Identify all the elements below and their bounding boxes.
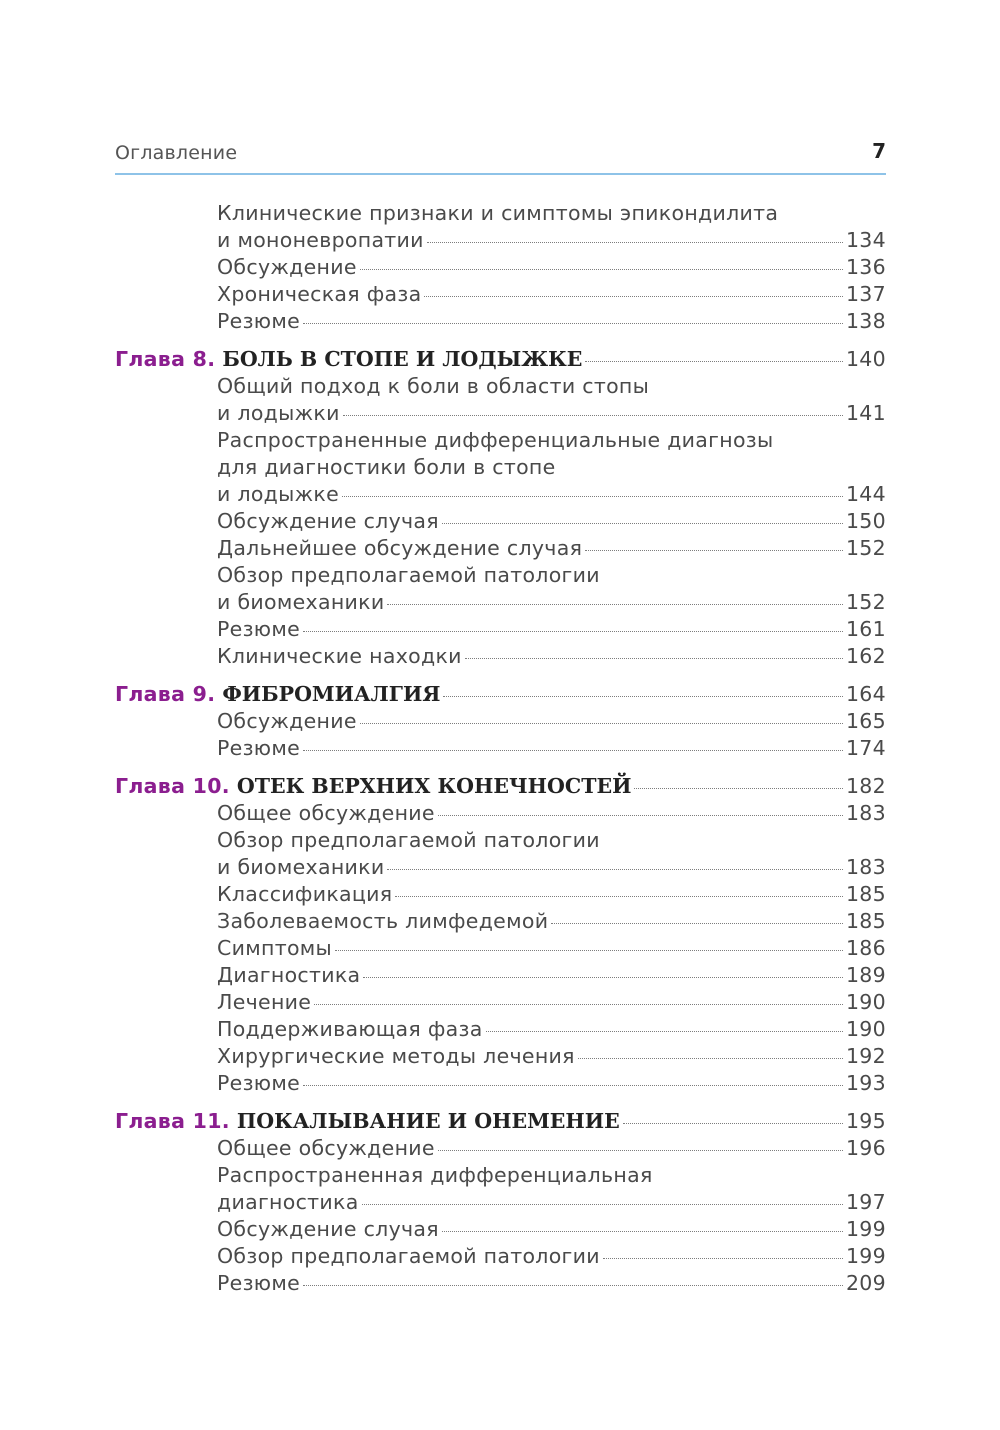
- dot-leader: [387, 602, 843, 605]
- dot-leader: [303, 321, 843, 324]
- toc-line: [115, 1016, 886, 1043]
- toc-entry[interactable]: [115, 1016, 886, 1043]
- page-number: 174: [845, 736, 886, 760]
- page-number: 134: [845, 228, 886, 252]
- page-number: 199: [845, 1244, 886, 1268]
- page-number: 162: [845, 644, 886, 668]
- toc-line: [115, 643, 886, 670]
- entry-text: Общее обсуждение: [217, 801, 435, 825]
- toc-line: [115, 227, 886, 254]
- dot-leader: [360, 267, 843, 270]
- toc-line: [115, 989, 886, 1016]
- dot-leader: [438, 813, 843, 816]
- dot-leader: [395, 894, 843, 897]
- toc-line: [115, 1070, 886, 1097]
- toc-line: [115, 800, 886, 827]
- entry-text: Клинические признаки и симптомы эпикондилита: [217, 201, 779, 225]
- toc-entry[interactable]: [115, 1162, 886, 1216]
- entry-text: Обсуждение случая: [217, 509, 439, 533]
- entry-text: Симптомы: [217, 936, 333, 960]
- entry-text: Заболеваемость лимфедемой: [217, 909, 549, 933]
- dot-leader: [443, 694, 843, 697]
- page-number: 141: [845, 401, 886, 425]
- page-number: 137: [845, 282, 886, 306]
- dot-leader: [603, 1256, 843, 1259]
- table-of-contents: [115, 200, 886, 1297]
- entry-text: Общее обсуждение: [217, 1136, 435, 1160]
- toc-line: [115, 1162, 886, 1189]
- toc-entry[interactable]: [115, 1043, 886, 1070]
- toc-entry[interactable]: [115, 643, 886, 670]
- entry-text: Обзор предполагаемой патологии: [217, 1244, 600, 1268]
- page-number: 185: [845, 882, 886, 906]
- toc-entry[interactable]: [115, 935, 886, 962]
- dot-leader: [342, 494, 843, 497]
- page-number: 161: [845, 617, 886, 641]
- entry-text: и лодыжке: [217, 482, 340, 506]
- entry-text: Резюме: [217, 1271, 301, 1295]
- dot-leader: [303, 629, 843, 632]
- chapter-label: Глава 9.: [115, 682, 216, 706]
- page-number: 196: [845, 1136, 886, 1160]
- toc-entry[interactable]: [115, 881, 886, 908]
- entry-text: и мононевропатии: [217, 228, 424, 252]
- dot-leader: [585, 548, 843, 551]
- dot-leader: [442, 521, 843, 524]
- toc-line: [115, 708, 886, 735]
- dot-leader: [442, 1229, 843, 1232]
- toc-entry[interactable]: [115, 254, 886, 281]
- dot-leader: [314, 1002, 843, 1005]
- page-number: 138: [845, 309, 886, 333]
- page-number: 140: [845, 347, 886, 371]
- toc-line: [115, 308, 886, 335]
- entry-text: Резюме: [217, 617, 301, 641]
- toc-entry[interactable]: [115, 373, 886, 427]
- page-number: 189: [845, 963, 886, 987]
- dot-leader: [362, 1202, 843, 1205]
- toc-entry[interactable]: [115, 708, 886, 735]
- toc-entry[interactable]: [115, 508, 886, 535]
- toc-line: [115, 508, 886, 535]
- dot-leader: [343, 413, 843, 416]
- toc-chapter[interactable]: [115, 773, 886, 800]
- page-number: 183: [845, 855, 886, 879]
- page-number: 195: [845, 1109, 886, 1133]
- page-number: 182: [845, 774, 886, 798]
- toc-line: [115, 535, 886, 562]
- toc-entry[interactable]: [115, 1216, 886, 1243]
- entry-text: Обсуждение: [217, 709, 357, 733]
- entry-text: Резюме: [217, 309, 301, 333]
- toc-entry[interactable]: [115, 562, 886, 616]
- page-number: 193: [845, 1071, 886, 1095]
- toc-entry[interactable]: [115, 308, 886, 335]
- entry-text: Дальнейшее обсуждение случая: [217, 536, 583, 560]
- entry-text: Обсуждение случая: [217, 1217, 439, 1241]
- dot-leader: [303, 748, 843, 751]
- toc-line: [115, 373, 886, 400]
- toc-entry[interactable]: [115, 1243, 886, 1270]
- toc-entry[interactable]: [115, 827, 886, 881]
- dot-leader: [465, 656, 843, 659]
- toc-line: [115, 908, 886, 935]
- chapter-title: ФИБРОМИАЛГИЯ: [222, 682, 441, 706]
- toc-entry[interactable]: [115, 962, 886, 989]
- entry-text: Диагностика: [217, 963, 361, 987]
- dot-leader: [303, 1283, 843, 1286]
- toc-line: [115, 962, 886, 989]
- toc-line: [115, 1243, 886, 1270]
- toc-entry[interactable]: [115, 908, 886, 935]
- toc-entry[interactable]: [115, 1135, 886, 1162]
- toc-line: [115, 1270, 886, 1297]
- dot-leader: [585, 359, 843, 362]
- toc-line: [115, 281, 886, 308]
- dot-leader: [424, 294, 843, 297]
- page-number: 164: [845, 682, 886, 706]
- entry-text: Резюме: [217, 736, 301, 760]
- toc-entry[interactable]: [115, 800, 886, 827]
- chapter-title: ОТЕК ВЕРХНИХ КОНЕЧНОСТЕЙ: [236, 774, 632, 798]
- page-number: 136: [845, 255, 886, 279]
- header-page-number: 7: [872, 139, 886, 163]
- toc-line: [115, 481, 886, 508]
- entry-text: для диагностики боли в стопе: [217, 455, 556, 479]
- toc-entry[interactable]: [115, 281, 886, 308]
- toc-entry[interactable]: [115, 1070, 886, 1097]
- page-number: 152: [845, 536, 886, 560]
- toc-line: [115, 562, 886, 589]
- dot-leader: [427, 240, 843, 243]
- entry-text: Резюме: [217, 1071, 301, 1095]
- page-number: 185: [845, 909, 886, 933]
- toc-entry[interactable]: [115, 535, 886, 562]
- toc-line: [115, 427, 886, 454]
- entry-text: и биомеханики: [217, 590, 385, 614]
- dot-leader: [634, 786, 843, 789]
- dot-leader: [438, 1148, 843, 1151]
- chapter-title: ПОКАЛЫВАНИЕ И ОНЕМЕНИЕ: [236, 1109, 620, 1133]
- page-number: 144: [845, 482, 886, 506]
- toc-chapter[interactable]: [115, 681, 886, 708]
- entry-text: и биомеханики: [217, 855, 385, 879]
- toc-line: [115, 589, 886, 616]
- toc-entry[interactable]: [115, 616, 886, 643]
- dot-leader: [387, 867, 843, 870]
- toc-line: [115, 454, 886, 481]
- dot-leader: [623, 1121, 843, 1124]
- chapter-title: БОЛЬ В СТОПЕ И ЛОДЫЖКЕ: [222, 347, 583, 371]
- toc-entry[interactable]: [115, 427, 886, 508]
- entry-text: Классификация: [217, 882, 393, 906]
- page-number: 197: [845, 1190, 886, 1214]
- toc-line: [115, 400, 886, 427]
- chapter-label: Глава 8.: [115, 347, 216, 371]
- page-number: 209: [845, 1271, 886, 1295]
- entry-text: Обсуждение: [217, 255, 357, 279]
- dot-leader: [578, 1056, 843, 1059]
- running-header: [115, 137, 886, 175]
- page-number: 186: [845, 936, 886, 960]
- toc-entry[interactable]: [115, 989, 886, 1016]
- toc-line: [115, 881, 886, 908]
- dot-leader: [363, 975, 843, 978]
- toc-line: [115, 735, 886, 762]
- dot-leader: [360, 721, 843, 724]
- entry-text: Хирургические методы лечения: [217, 1044, 575, 1068]
- entry-text: Клинические находки: [217, 644, 462, 668]
- toc-entry[interactable]: [115, 1270, 886, 1297]
- dot-leader: [335, 948, 843, 951]
- page-number: 190: [845, 1017, 886, 1041]
- page-number: 199: [845, 1217, 886, 1241]
- entry-text: Хроническая фаза: [217, 282, 422, 306]
- toc-line: [115, 1216, 886, 1243]
- page-number: 152: [845, 590, 886, 614]
- page-number: 165: [845, 709, 886, 733]
- chapter-label: Глава 10.: [115, 774, 230, 798]
- toc-line: [115, 827, 886, 854]
- toc-line: [115, 616, 886, 643]
- entry-text: Общий подход к боли в области стопы: [217, 374, 650, 398]
- dot-leader: [486, 1029, 843, 1032]
- page-number: 192: [845, 1044, 886, 1068]
- page-number: 183: [845, 801, 886, 825]
- toc-line: [115, 773, 886, 800]
- entry-text: Обзор предполагаемой патологии: [217, 828, 600, 852]
- chapter-label: Глава 11.: [115, 1109, 230, 1133]
- toc-line: [115, 935, 886, 962]
- toc-entry[interactable]: [115, 735, 886, 762]
- toc-line: [115, 346, 886, 373]
- toc-line: [115, 254, 886, 281]
- toc-line: [115, 854, 886, 881]
- entry-text: Распространенная дифференциальная: [217, 1163, 653, 1187]
- toc-line: [115, 1189, 886, 1216]
- dot-leader: [303, 1083, 843, 1086]
- toc-line: [115, 1135, 886, 1162]
- toc-line: [115, 1043, 886, 1070]
- entry-text: и лодыжки: [217, 401, 340, 425]
- toc-line: [115, 1108, 886, 1135]
- entry-text: Распространенные дифференциальные диагнозы: [217, 428, 774, 452]
- entry-text: Поддерживающая фаза: [217, 1017, 483, 1041]
- header-title: Оглавление: [115, 142, 238, 164]
- dot-leader: [551, 921, 843, 924]
- toc-chapter[interactable]: [115, 1108, 886, 1135]
- entry-text: Лечение: [217, 990, 312, 1014]
- entry-text: диагностика: [217, 1190, 359, 1214]
- entry-text: Обзор предполагаемой патологии: [217, 563, 600, 587]
- toc-line: [115, 681, 886, 708]
- page-number: 150: [845, 509, 886, 533]
- toc-entry[interactable]: [115, 200, 886, 254]
- page-number: 190: [845, 990, 886, 1014]
- toc-chapter[interactable]: [115, 346, 886, 373]
- toc-line: [115, 200, 886, 227]
